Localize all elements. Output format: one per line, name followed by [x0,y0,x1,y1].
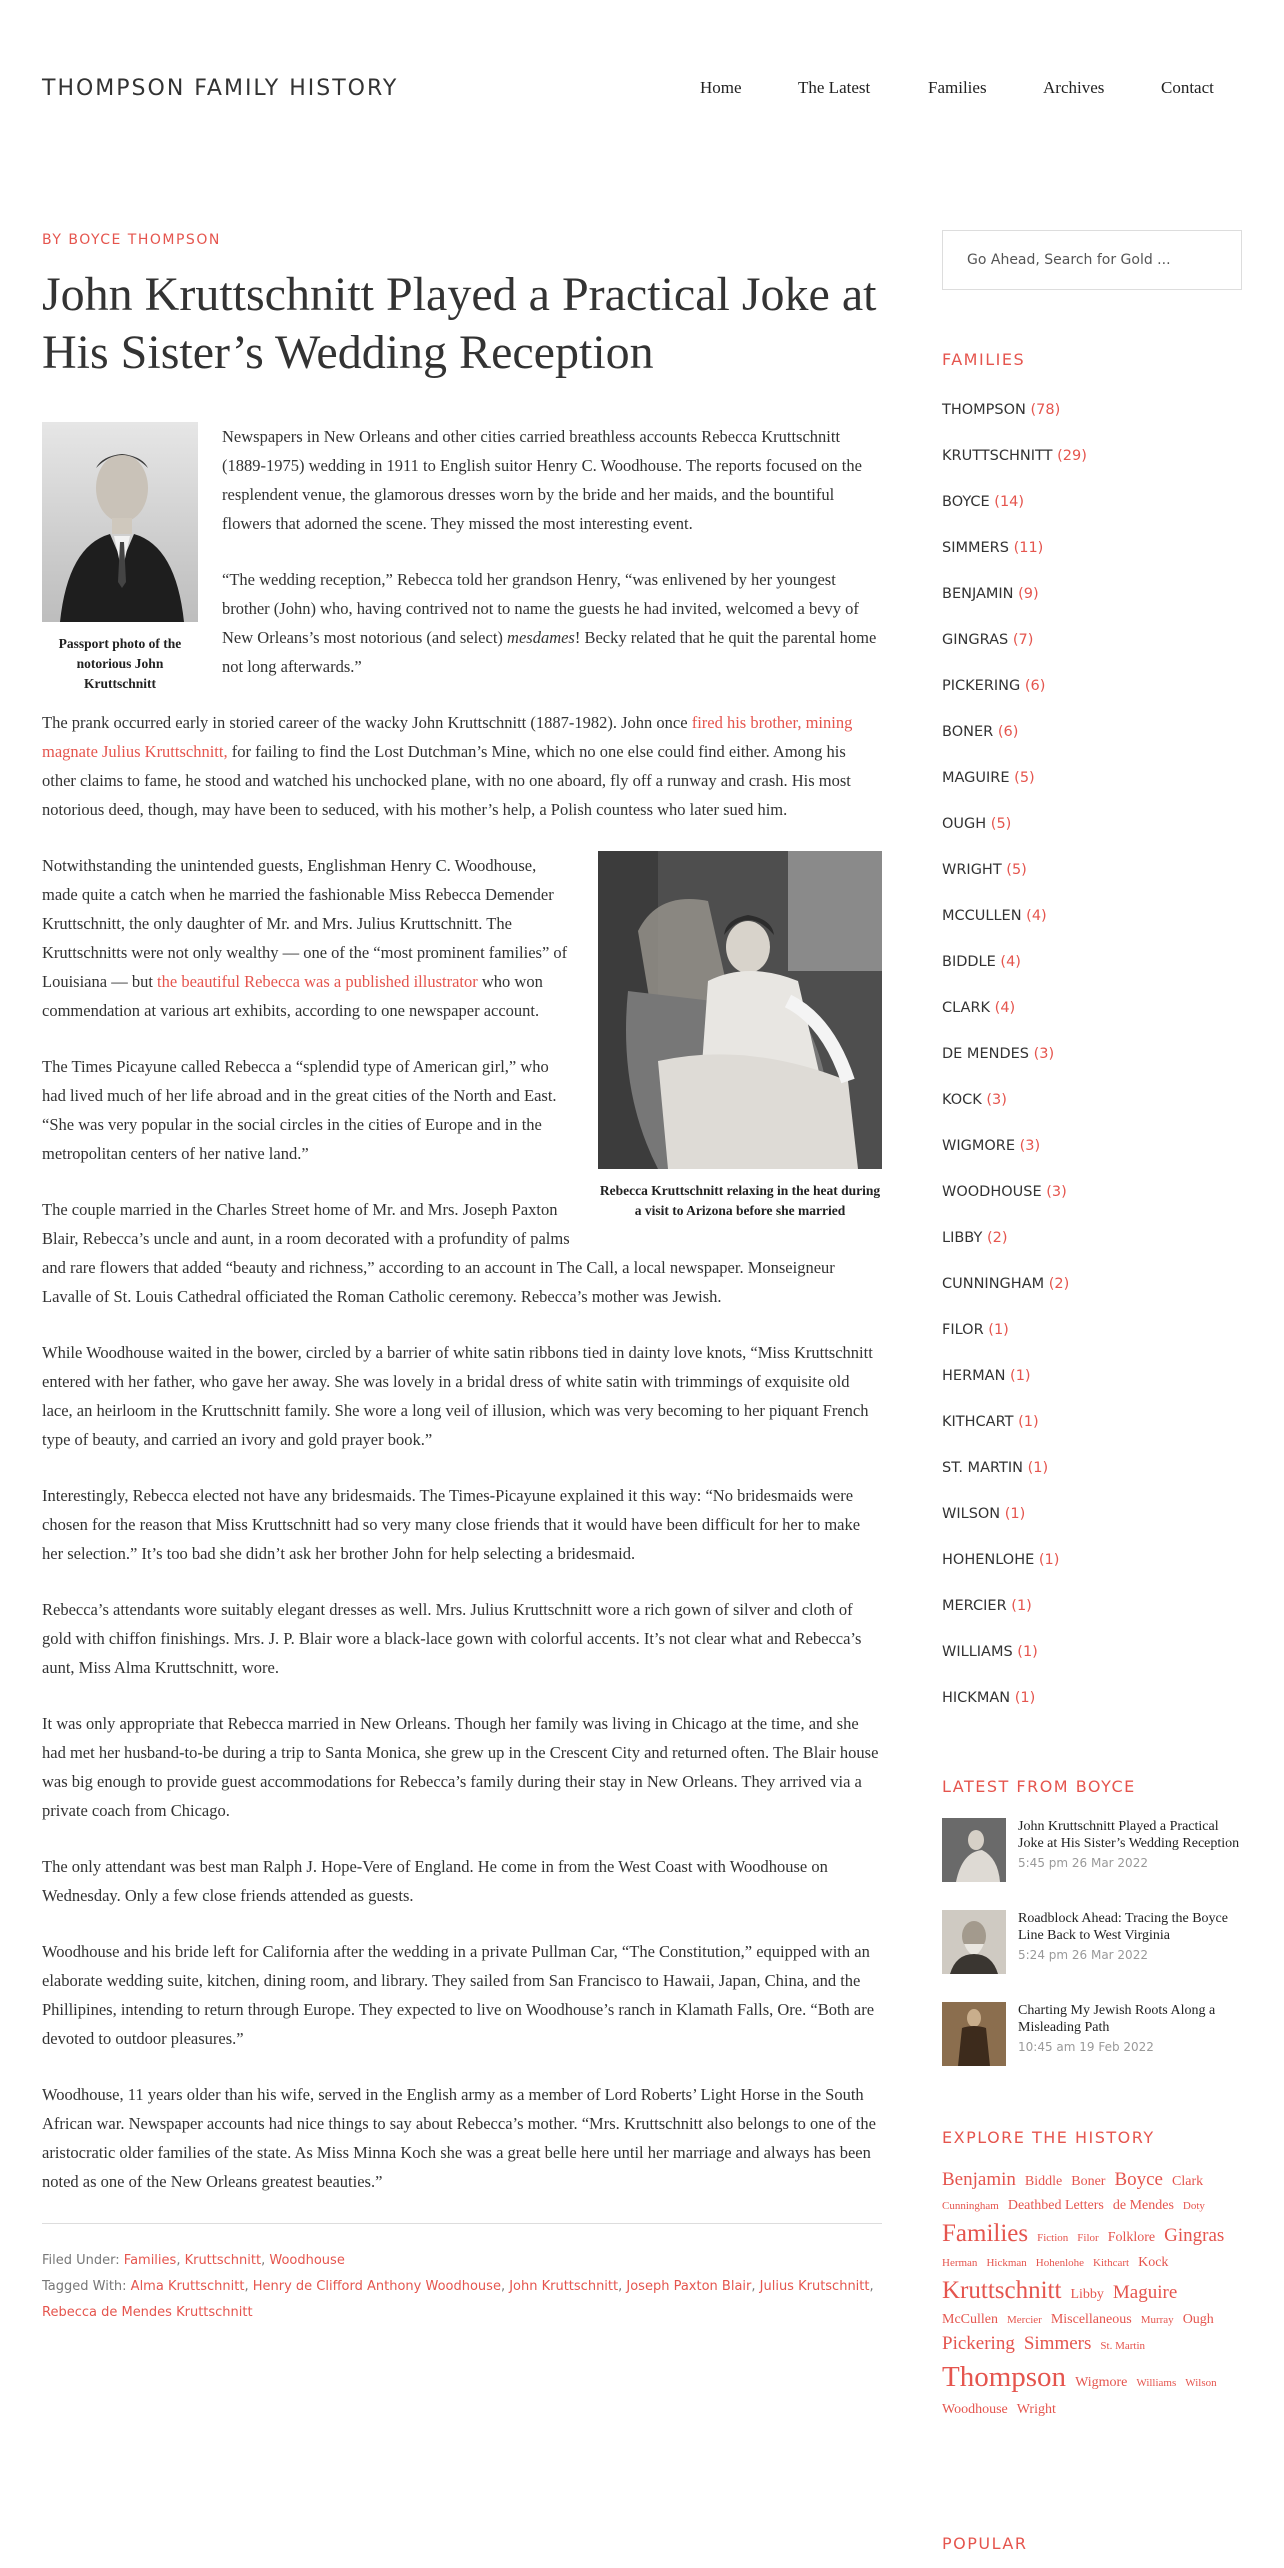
tag-cloud-link[interactable]: Cunningham [942,2199,999,2212]
family-item[interactable] [942,1123,1242,1169]
family-name[interactable]: KOCK [942,1092,982,1108]
tag-cloud-link[interactable]: Ough [1182,2312,1214,2328]
tagged-with: Tagged With: Alma Kruttschnitt, Henry de Clifford Anthony Woodhouse, John Kruttschnitt, Joseph Paxton Blair, Julius Krutschnitt, Rebecca de Mendes Kruttschnitt [42,2279,874,2320]
latest-widget [942,1777,1242,2072]
latest-thumb[interactable] [942,1818,1006,1882]
family-item[interactable] [942,847,1242,893]
family-count: (6) [997,724,1019,740]
nav-families[interactable]: Families [928,78,987,97]
paragraph-12: Woodhouse and his bride left for California after the wedding in a private Pullman Car, “The Constitution,” equipped with an elaborate wedding suite, kitchen, dining room, and library. They sailed from San Francisco to Hawaii, Japan, China, and the Phillipines, intending to return through Europe. They expected to live on Woodhouse’s ranch in Klamath Falls, Ore. “Both are devoted to outdoor pleasures.” [42,1942,875,2048]
latest-item[interactable] [942,1910,1242,1980]
family-name[interactable]: ST. MARTIN [942,1460,1023,1476]
family-item[interactable] [942,1491,1242,1537]
families-list [942,387,1242,1721]
tag-link[interactable]: Rebecca de Mendes Kruttschnitt [42,2305,253,2320]
tag-link[interactable]: Joseph Paxton Blair [626,2279,752,2294]
figure-rebecca [598,851,882,1221]
article-body [42,422,882,2196]
tag-cloud-link[interactable]: Hohenlohe [1035,2256,1085,2269]
tag-cloud-link[interactable]: Boyce [1114,2169,1163,2190]
family-count: (1) [1014,1690,1036,1706]
family-name[interactable]: MAGUIRE [942,770,1010,786]
family-item[interactable] [942,525,1242,571]
family-count: (1) [1011,1598,1032,1614]
tag-cloud-link[interactable]: Maguire [1112,2282,1178,2304]
site-title[interactable]: THOMPSON FAMILY HISTORY [42,76,399,101]
paragraph-1: Newspapers in New Orleans and other cities carried breathless accounts Rebecca Kruttschnitt (1889-1975) wedding in 1911 to English suitor Henry C. Woodhouse. The reports focused on the resplendent venue, the glamorous dresses worn by the bride and her maids, and the bountiful flowers that adorned the scene. They missed the most interesting event. [222,427,862,533]
tag-cloud-link[interactable]: Murray [1140,2314,1174,2327]
family-item[interactable] [942,1353,1242,1399]
family-name[interactable]: LIBBY [942,1230,983,1246]
tag-cloud-link[interactable]: Libby [1070,2287,1104,2303]
tag-cloud-link[interactable]: Wigmore [1075,2375,1128,2391]
tag-cloud-link[interactable]: Simmers [1023,2332,1092,2354]
family-count: (3) [1033,1046,1055,1062]
tag-cloud-link[interactable]: Gingras [1164,2224,1225,2246]
family-count: (2) [1048,1276,1070,1292]
family-item[interactable] [942,479,1242,525]
passport-caption: Passport photo of the notorious John Kruttschnitt [58,636,182,691]
family-count: (4) [1000,954,1021,970]
family-name[interactable]: HOHENLOHE [942,1552,1035,1568]
paragraph-3: The prank occurred early in storied career of the wacky John Kruttschnitt (1887-1982). John once fired his brother, mining magnate Julius Kruttschnitt, for failing to find the Lost Dutchman’s Mine, which no one else could find either. Among his other claims to fame, he stood and watched his unchocked plane, with no one aboard, fly off a runway and crash. His most notorious deed, though, may have been to seduced, with his mother’s help, a Polish countess who later sued him. [42,713,853,819]
rebecca-photo[interactable] [598,851,882,1169]
category-link[interactable]: Families [123,2253,177,2268]
tag-cloud-link[interactable]: Wright [1016,2401,1056,2417]
family-name[interactable]: SIMMERS [942,540,1009,556]
family-count: (3) [1019,1138,1041,1154]
family-count: (4) [994,1000,1016,1016]
latest-title: LATEST FROM BOYCE [942,1777,1136,1796]
tag-cloud-link[interactable]: Benjamin [942,2169,1016,2190]
tag-cloud-link[interactable]: Kock [1138,2254,1169,2270]
nav-contact[interactable]: Contact [1161,78,1214,97]
nav-archives[interactable]: Archives [1043,78,1105,97]
byline[interactable]: BY BOYCE THOMPSON [42,232,221,248]
tag-cloud-link[interactable]: Biddle [1024,2174,1063,2189]
tag-cloud-link[interactable]: Hickman [986,2256,1027,2269]
family-item[interactable] [942,939,1242,985]
paragraph-6: The couple married in the Charles Street home of Mr. and Mrs. Joseph Paxton Blair, Rebecca’s uncle and aunt, in a room decorated with a profundity of palms and rare flowers that added “beauty and richness,” according to an account in The Call, a local newspaper. Monseigneur Lavalle of St. Louis Cathedral officiated the Roman Catholic ceremony. Rebecca’s mother was Jewish. [42,1200,835,1306]
family-name[interactable]: FILOR [942,1322,984,1338]
tag-cloud [942,2167,1242,2420]
family-item[interactable] [942,571,1242,617]
family-item[interactable] [942,617,1242,663]
family-count: (7) [1012,632,1034,648]
tag-cloud-link[interactable]: Kruttschnitt [942,2277,1062,2305]
family-item[interactable] [942,1169,1242,1215]
nav-the-latest[interactable]: The Latest [798,78,871,97]
family-item[interactable] [942,1399,1242,1445]
family-item[interactable] [942,1629,1242,1675]
tag-link[interactable]: Alma Kruttschnitt [130,2279,245,2294]
family-name[interactable]: HICKMAN [942,1690,1011,1706]
family-item[interactable] [942,755,1242,801]
tag-cloud-link[interactable]: Doty [1182,2199,1205,2212]
paragraph-5: The Times Picayune called Rebecca a “splendid type of American girl,” who had lived much of her life abroad and in the great cities of the North and East. “She was very popular in the social circles in the cities of Europe and in the metropolitan centers of her native land.” [42,1057,557,1163]
site-header [0,0,1284,180]
family-count: (1) [1038,1552,1060,1568]
tag-cloud-link[interactable]: Williams [1136,2377,1177,2390]
latest-item-date: 5:24 pm 26 Mar 2022 [1018,1948,1148,1962]
tag-cloud-link[interactable]: Thompson [942,2361,1067,2394]
popular-widget [942,2534,1027,2553]
family-name[interactable]: WILSON [942,1506,1001,1522]
family-name[interactable]: OUGH [942,816,987,832]
family-count: (4) [1026,908,1047,924]
sidebar [942,230,1242,2553]
family-name[interactable]: BENJAMIN [942,586,1014,602]
family-item[interactable] [942,801,1242,847]
paragraph-8: Interestingly, Rebecca elected not have any bridesmaids. The Times-Picayune explained it this way: “No bridesmaids were chosen for the reason that Miss Kruttschnitt had so very many close friends that it would have been difficult for her to make her selection.” It’s too bad she didn’t ask her brother John for help selecting a bridesmaid. [42,1486,861,1563]
family-count: (5) [1014,770,1035,786]
article [42,232,882,2326]
family-item[interactable] [942,709,1242,755]
family-name[interactable]: PICKERING [942,678,1021,694]
latest-item[interactable] [942,2002,1242,2072]
rebecca-caption: Rebecca Kruttschnitt relaxing in the heat during a visit to Arizona before she married [599,1183,881,1218]
family-count: (3) [1046,1184,1067,1200]
family-name[interactable]: KITHCART [942,1414,1014,1430]
family-count: (11) [1013,540,1044,556]
family-name[interactable]: WOODHOUSE [942,1184,1042,1200]
family-count: (78) [1030,402,1061,418]
families-widget [942,350,1242,1721]
tag-cloud-link[interactable]: Filor [1077,2231,1099,2244]
family-count: (6) [1024,678,1046,694]
latest-thumb[interactable] [942,2002,1006,2066]
paragraph-10: It was only appropriate that Rebecca married in New Orleans. Though her family was living in Chicago at the time, and she had met her husband-to-be during a trip to Santa Monica, she grew up in the Crescent City and returned often. The Blair house was big enough to provide guest accommodations for Rebecca’s family during their stay in New Orleans. They arrived via a private coach from Chicago. [42,1714,879,1820]
link-fired-brother[interactable]: fired his brother, mining magnate Julius Kruttschnitt, [42,713,853,761]
tag-cloud-link[interactable]: McCullen [942,2312,998,2328]
tag-cloud-link[interactable]: Clark [1172,2174,1204,2189]
latest-thumb[interactable] [942,1910,1006,1974]
family-item[interactable] [942,1307,1242,1353]
family-name[interactable]: WRIGHT [942,862,1002,878]
family-name[interactable]: BONER [942,724,994,740]
family-name[interactable]: CUNNINGHAM [942,1276,1045,1292]
popular-title: POPULAR [942,2534,1028,2553]
family-count: (1) [1027,1460,1049,1476]
figure-passport [42,422,198,694]
tag-cloud-link[interactable]: St. Martin [1100,2339,1146,2352]
family-item[interactable] [942,1261,1242,1307]
family-count: (5) [990,816,1012,832]
tag-cloud-link[interactable]: Deathbed Letters [1007,2197,1104,2213]
family-count: (5) [1006,862,1027,878]
family-item[interactable] [942,893,1242,939]
tag-cloud-link[interactable]: de Mendes [1112,2197,1174,2213]
latest-item-title[interactable]: Charting My Jewish Roots Along a Misleading Path [1018,2003,1216,2035]
tag-cloud-link[interactable]: Folklore [1107,2229,1156,2245]
family-name[interactable]: MERCIER [942,1598,1007,1614]
post-title: John Kruttschnitt Played a Practical Joke at His Sister’s Wedding Reception [42,268,877,379]
tag-cloud-link[interactable]: Wilson [1185,2377,1217,2390]
tag-cloud-link[interactable]: Fiction [1037,2231,1069,2244]
explore-title: EXPLORE THE HISTORY [942,2128,1155,2147]
family-name[interactable]: BOYCE [942,494,990,510]
tag-cloud-link[interactable]: Pickering [942,2332,1015,2354]
families-title: FAMILIES [942,350,1026,369]
paragraph-4: Notwithstanding the unintended guests, Englishman Henry C. Woodhouse, made quite a catch when he married the fashionable Miss Rebecca Demender Kruttschnitt, the only daughter of Mr. and Mrs. Julius Kruttschnitt. The Kruttschnitts were not only wealthy — one of the “most prominent families” of Louisiana — but the beautiful Rebecca was a published illustrator who won commendation at various art exhibits, according to one newspaper account. [42,856,568,1020]
paragraph-9: Rebecca’s attendants wore suitably elegant dresses as well. Mrs. Julius Kruttschnitt wore a rich gown of silver and cloth of gold with chiffon finishings. Mrs. J. P. Blair wore a black-lace gown with colorful accents. It’s not clear what and Rebecca’s aunt, Miss Alma Kruttschnitt, wore. [42,1600,862,1677]
entry-footer [42,2223,882,2326]
tag-cloud-link[interactable]: Kithcart [1093,2256,1130,2269]
family-item[interactable] [942,1675,1242,1721]
paragraph-11: The only attendant was best man Ralph J. Hope-Vere of England. He come in from the West Coast with Woodhouse on Wednesday. Only a few close friends attended as guests. [42,1857,828,1905]
category-link[interactable]: Woodhouse [269,2253,345,2268]
family-name[interactable]: WIGMORE [942,1138,1016,1154]
family-count: (29) [1057,448,1087,464]
latest-item-title[interactable]: Roadblock Ahead: Tracing the Boyce Line Back to West Virginia [1018,1911,1228,1943]
tag-cloud-link[interactable]: Boner [1071,2174,1106,2189]
family-count: (1) [1004,1506,1026,1522]
family-name[interactable]: HERMAN [942,1368,1006,1384]
tag-cloud-link[interactable]: Mercier [1007,2314,1042,2327]
family-item[interactable] [942,1583,1242,1629]
family-count: (1) [1018,1414,1039,1430]
paragraph-13: Woodhouse, 11 years older than his wife, served in the English army as a member of Lord Roberts’ Light Horse in the South African war. Newspaper accounts had nice things to say about Rebecca’s mother. “Mrs. Kruttschnitt also belongs to one of the aristocratic older families of the state. As Miss Minna Koch she was a great belle here until her marriage and always has been noted as one of the New Orleans greatest beauties.” [42,2085,876,2191]
family-item[interactable] [942,1537,1242,1583]
family-count: (1) [988,1322,1009,1338]
family-item[interactable] [942,1445,1242,1491]
family-item[interactable] [942,433,1242,479]
family-name[interactable]: BIDDLE [942,954,996,970]
tag-link[interactable]: Julius Krutschnitt [759,2279,870,2294]
tag-cloud-link[interactable]: Herman [942,2256,978,2269]
tag-cloud-link[interactable]: Families [942,2219,1029,2247]
family-item[interactable] [942,1077,1242,1123]
filed-under: Filed Under: Families, Kruttschnitt, Woodhouse [42,2253,345,2268]
family-name[interactable]: DE MENDES [942,1046,1029,1062]
family-count: (14) [994,494,1025,510]
family-item[interactable] [942,1215,1242,1261]
family-count: (9) [1018,586,1039,602]
family-name[interactable]: KRUTTSCHNITT [942,448,1053,464]
latest-item-date: 10:45 am 19 Feb 2022 [1018,2040,1154,2054]
tag-link[interactable]: John Kruttschnitt [509,2279,619,2294]
paragraph-2: “The wedding reception,” Rebecca told her grandson Henry, “was enlivened by her youngest brother (John) who, having contrived not to name the guests he had invited, welcomed a bevy of New Orleans’s most notorious (and select) mesdames! Becky related that he quit the parental home not long afterwards.” [222,570,877,676]
family-count: (1) [1017,1644,1038,1660]
paragraph-7: While Woodhouse waited in the bower, circled by a barrier of white satin ribbons tied in dainty love knots, “Miss Kruttschnitt entered with her father, who gave her away. She was lovely in a bridal dress of white satin with trimmings of exquisite old lace, an heirloom in the Kruttschnitt family. She wore a long veil of illusion, which was very becoming to her piquant French type of beauty, and carried an ivory and gold prayer book.” [42,1343,873,1449]
family-item[interactable] [942,663,1242,709]
family-count: (2) [986,1230,1008,1246]
link-published-illustrator[interactable]: the beautiful Rebecca was a published illustrator [157,972,478,991]
nav-home[interactable]: Home [700,78,742,97]
tag-cloud-link[interactable]: Miscellaneous [1050,2312,1132,2328]
family-item[interactable] [942,387,1242,433]
family-name[interactable]: GINGRAS [942,632,1009,648]
family-name[interactable]: CLARK [942,1000,991,1016]
latest-item[interactable] [942,1818,1242,1888]
family-name[interactable]: MCCULLEN [942,908,1022,924]
tag-link[interactable]: Henry de Clifford Anthony Woodhouse [252,2279,501,2294]
explore-widget [942,2128,1242,2420]
latest-item-title[interactable]: John Kruttschnitt Played a Practical Joke at His Sister’s Wedding Reception [1018,1819,1240,1851]
search-input[interactable]: Go Ahead, Search for Gold ... [942,230,1242,290]
family-count: (3) [986,1092,1007,1108]
category-link[interactable]: Kruttschnitt [184,2253,262,2268]
family-item[interactable] [942,985,1242,1031]
family-name[interactable]: WILLIAMS [942,1644,1013,1660]
tag-cloud-link[interactable]: Woodhouse [942,2401,1008,2417]
family-count: (1) [1010,1368,1031,1384]
family-item[interactable] [942,1031,1242,1077]
passport-photo[interactable] [42,422,198,622]
latest-item-date: 5:45 pm 26 Mar 2022 [1018,1856,1148,1870]
family-name[interactable]: THOMPSON [942,402,1026,418]
